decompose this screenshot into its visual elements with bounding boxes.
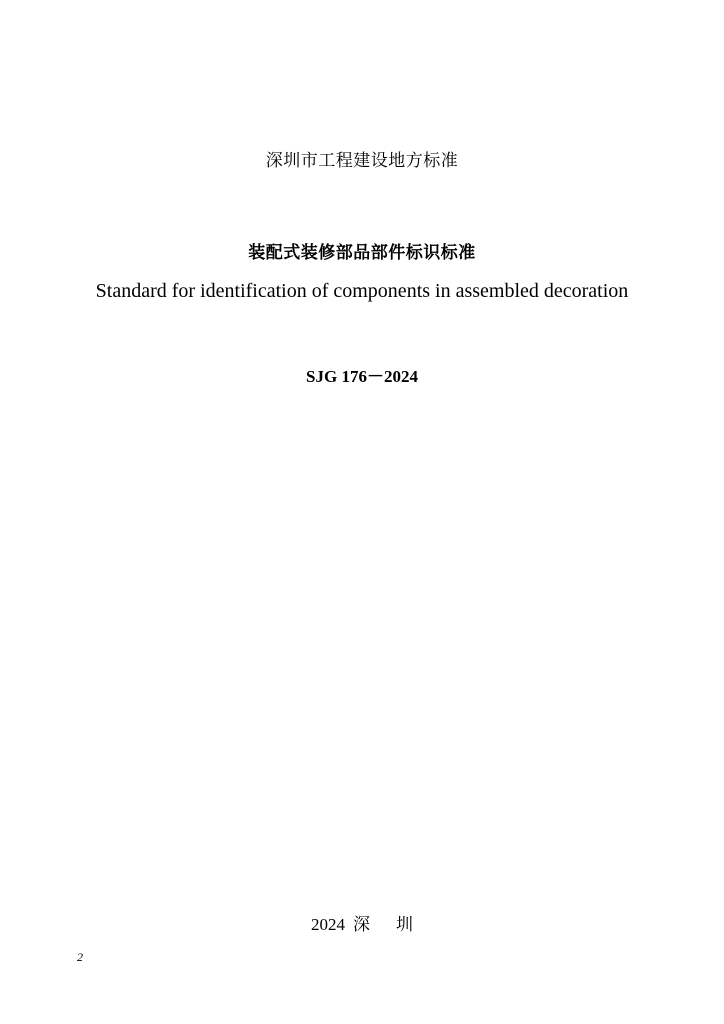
imprint-line bbox=[0, 910, 724, 935]
standard-title-chinese: 装配式装修部品部件标识标准 bbox=[248, 243, 476, 263]
imprint-place-part1: 深 bbox=[353, 915, 370, 935]
page-number: 2 bbox=[77, 950, 83, 964]
series-title: 深圳市工程建设地方标准 bbox=[265, 151, 459, 171]
imprint-place-part2: 圳 bbox=[396, 915, 413, 935]
standard-number: SJG 176－2024 bbox=[306, 367, 418, 386]
imprint-year: 2024 bbox=[311, 915, 345, 934]
standard-title-english: Standard for identification of components in assembled decoration bbox=[95, 280, 629, 302]
